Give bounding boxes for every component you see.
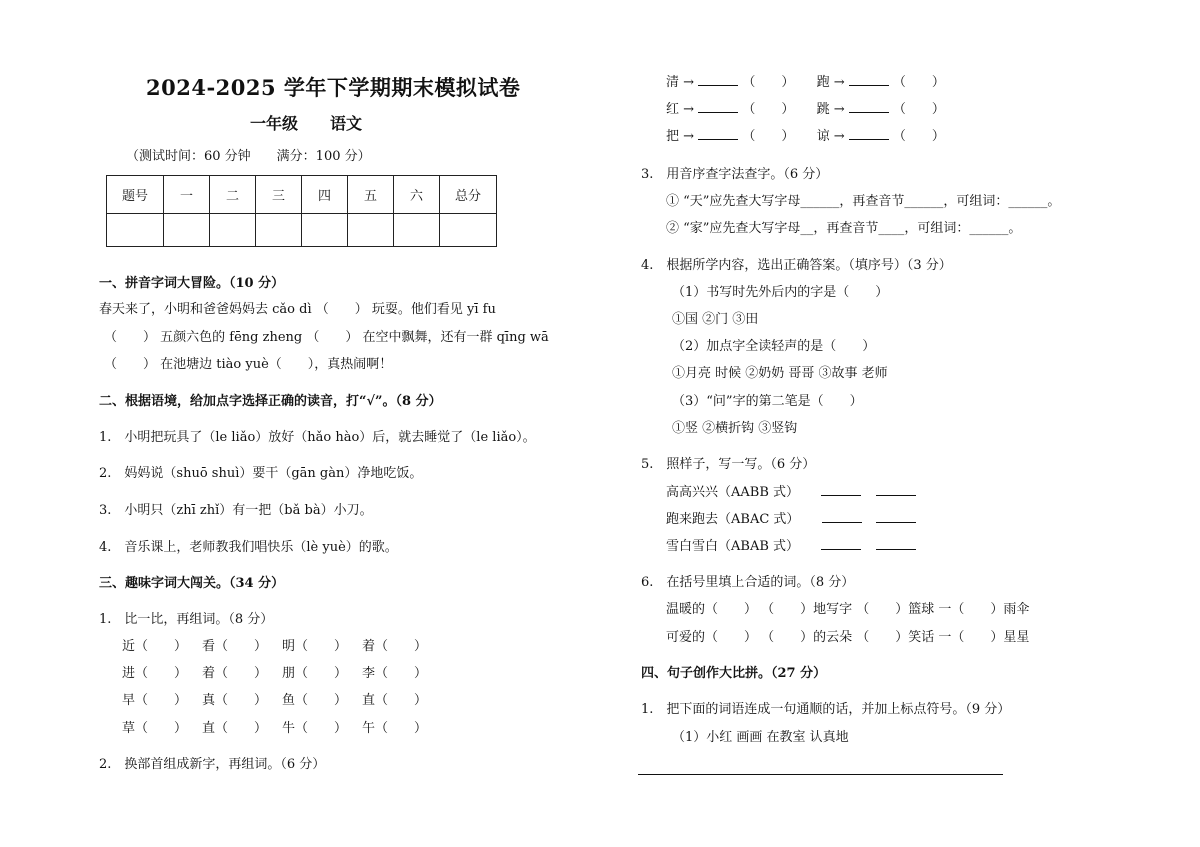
answer-blank[interactable]: [822, 510, 862, 523]
answer-blank[interactable]: [876, 510, 916, 523]
part4-heading: 四、句子创作大比拼。（27 分）: [641, 666, 827, 681]
part1-line: （ ） 在池塘边 tiào yuè（ ），真热闹啊！: [104, 357, 393, 372]
score-cell[interactable]: [107, 214, 164, 247]
exam-title: 2024-2025 学年下学期期末模拟试卷: [146, 75, 521, 100]
compare-cell: 牛（ ）: [282, 721, 348, 736]
word-parens: （ ）: [892, 129, 945, 144]
q1-title: 1. 比一比，再组词。（8 分）: [99, 612, 274, 627]
radical-char: 把 →: [666, 129, 695, 144]
score-header-cell: 五: [348, 176, 394, 214]
score-header-cell: 总分: [440, 176, 497, 214]
compare-cell: 鱼（ ）: [282, 693, 348, 708]
grade-label: 一年级: [250, 114, 299, 133]
q4-line: （2）加点字全读轻声的是（ ）: [672, 339, 876, 354]
score-cell[interactable]: [164, 214, 210, 247]
score-cell[interactable]: [394, 214, 440, 247]
part4-q1-sub: （1）小红 画画 在教室 认真地: [672, 730, 849, 745]
radical-row: [666, 125, 945, 144]
word-parens: （ ）: [892, 102, 945, 117]
part2-item: 2. 妈妈说（shuō shuì）要干（gān gàn）净地吃饭。: [99, 466, 423, 481]
answer-blank[interactable]: [698, 100, 738, 113]
answer-blank[interactable]: [698, 73, 738, 86]
answer-blank[interactable]: [849, 73, 889, 86]
answer-line[interactable]: [638, 774, 1003, 775]
compare-row: [122, 717, 442, 736]
q3-line: ① “天”应先查大写字母______，再查音节______，可组词：______。: [666, 194, 1061, 209]
q3-line: ② “家”应先查大写字母__，再查音节____，可组词：______。: [666, 221, 1022, 236]
radical-row: [666, 98, 945, 117]
q5-example: 跑来跑去（ABAC 式）: [666, 512, 800, 527]
compare-cell: 午（ ）: [362, 721, 428, 736]
score-table-header-row: [107, 176, 497, 214]
compare-cell: 真（ ）: [202, 693, 268, 708]
compare-cell: 近（ ）: [122, 639, 188, 654]
compare-cell: 明（ ）: [282, 639, 348, 654]
q4-title: 4. 根据所学内容，选出正确答案。（填序号）（3 分）: [641, 258, 952, 273]
subject-label: 语文: [330, 114, 363, 133]
answer-blank[interactable]: [821, 537, 861, 550]
compare-cell: 着（ ）: [202, 666, 268, 681]
part2-heading: 二、根据语境，给加点字选择正确的读音，打“√”。（8 分）: [99, 394, 442, 409]
part4-q1-title: 1. 把下面的词语连成一句通顺的话，并加上标点符号。（9 分）: [641, 702, 1011, 717]
score-table-input-row: [107, 214, 497, 247]
answer-blank[interactable]: [698, 127, 738, 140]
q6-title: 6. 在括号里填上合适的词。（8 分）: [641, 575, 855, 590]
radical-char: 红 →: [666, 102, 695, 117]
q4-line: ①国 ②门 ③田: [672, 312, 759, 327]
answer-blank[interactable]: [849, 100, 889, 113]
part2-item: 1. 小明把玩具了（le liǎo）放好（hǎo hào）后，就去睡觉了（le liǎo）。: [99, 430, 536, 445]
part1-line: （ ） 五颜六色的 fēng zheng （ ） 在空中飘舞，还有一群 qīng wā: [104, 330, 549, 345]
q5-line: [666, 508, 916, 527]
score-header-cell: 一: [164, 176, 210, 214]
compare-row: [122, 662, 442, 681]
compare-cell: 朋（ ）: [282, 666, 348, 681]
score-cell[interactable]: [348, 214, 394, 247]
q5-example: 雪白雪白（ABAB 式）: [666, 539, 800, 554]
radical-row: [666, 71, 945, 90]
part2-item: 4. 音乐课上，老师教我们唱快乐（lè yuè）的歌。: [99, 540, 398, 555]
compare-row: [122, 689, 442, 708]
score-cell[interactable]: [256, 214, 302, 247]
answer-blank[interactable]: [876, 483, 916, 496]
score-header-cell: 二: [210, 176, 256, 214]
score-table: [106, 175, 497, 247]
radical-char: 跑 →: [816, 75, 845, 90]
word-parens: （ ）: [742, 75, 795, 90]
radical-char: 跳 →: [816, 102, 845, 117]
score-cell[interactable]: [440, 214, 497, 247]
q4-line: ①竖 ②横折钩 ③竖钩: [672, 421, 798, 436]
exam-info: （测试时间：60 分钟 满分：100 分）: [126, 149, 371, 164]
q5-example: 高高兴兴（AABB 式）: [666, 485, 800, 500]
compare-cell: 直（ ）: [362, 693, 428, 708]
q6-line: 可爱的（ ） （ ）的云朵 （ ）笑话 一（ ）星星: [666, 630, 1030, 645]
radical-char: 谅 →: [816, 129, 845, 144]
part2-item: 3. 小明只（zhī zhǐ）有一把（bǎ bà）小刀。: [99, 503, 373, 518]
q5-line: [666, 535, 916, 554]
q3-title: 3. 用音序查字法查字。（6 分）: [641, 167, 829, 182]
radical-char: 清 →: [666, 75, 695, 90]
compare-cell: 草（ ）: [122, 721, 188, 736]
compare-row: [122, 635, 442, 654]
score-header-cell: 三: [256, 176, 302, 214]
answer-blank[interactable]: [876, 537, 916, 550]
score-header-cell: 六: [394, 176, 440, 214]
q5-title: 5. 照样子，写一写。（6 分）: [641, 457, 816, 472]
score-header-cell: 题号: [107, 176, 164, 214]
q5-line: [666, 481, 916, 500]
word-parens: （ ）: [892, 75, 945, 90]
word-parens: （ ）: [742, 129, 795, 144]
q2-title: 2. 换部首组成新字，再组词。（6 分）: [99, 757, 326, 772]
q4-line: （1）书写时先外后内的字是（ ）: [672, 285, 889, 300]
compare-cell: 着（ ）: [362, 639, 428, 654]
score-cell[interactable]: [302, 214, 348, 247]
compare-cell: 直（ ）: [202, 721, 268, 736]
q4-line: ①月亮 时候 ②奶奶 哥哥 ③故事 老师: [672, 366, 888, 381]
part1-line: 春天来了，小明和爸爸妈妈去 cǎo dì （ ） 玩耍。他们看见 yī fu: [99, 302, 496, 317]
part1-heading: 一、拼音字词大冒险。（10 分）: [99, 276, 285, 291]
q6-line: 温暖的（ ） （ ）地写字 （ ）篮球 一（ ）雨伞: [666, 602, 1030, 617]
part3-heading: 三、趣味字词大闯关。（34 分）: [99, 576, 285, 591]
compare-cell: 看（ ）: [202, 639, 268, 654]
score-cell[interactable]: [210, 214, 256, 247]
answer-blank[interactable]: [821, 483, 861, 496]
compare-cell: 李（ ）: [362, 666, 428, 681]
q4-line: （3）“问”字的第二笔是（ ）: [672, 394, 863, 409]
score-header-cell: 四: [302, 176, 348, 214]
compare-cell: 早（ ）: [122, 693, 188, 708]
answer-blank[interactable]: [849, 127, 889, 140]
compare-cell: 进（ ）: [122, 666, 188, 681]
word-parens: （ ）: [742, 102, 795, 117]
